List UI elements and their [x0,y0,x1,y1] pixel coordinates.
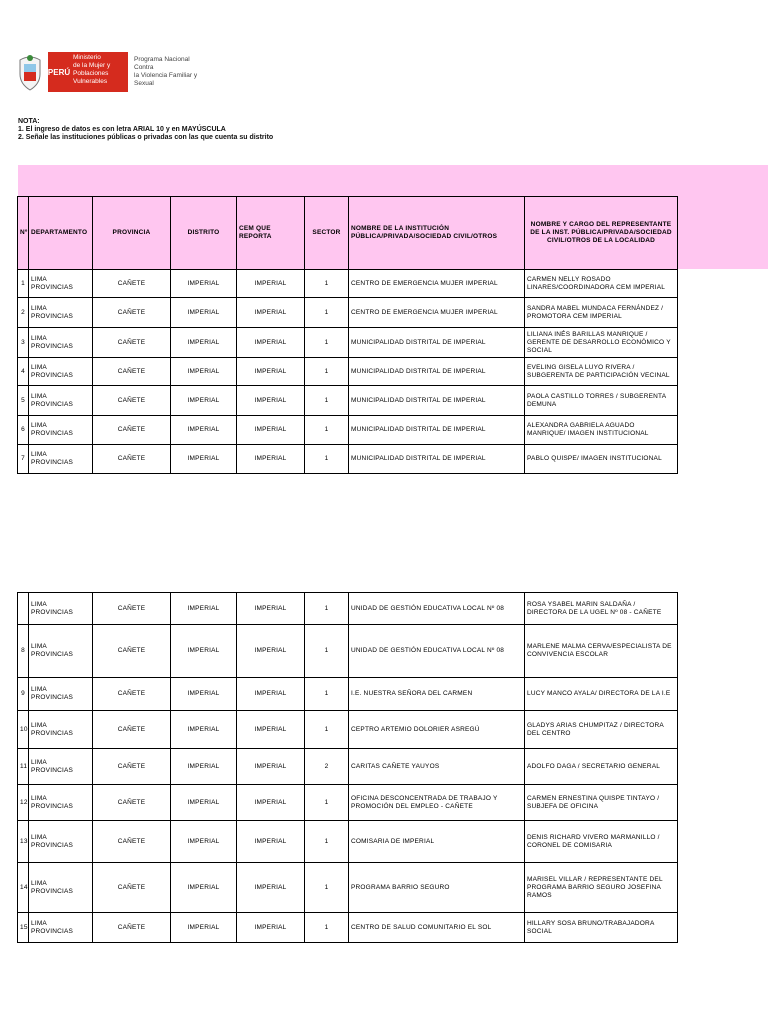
nota-block [18,118,273,142]
table-row [18,678,678,711]
sector-cell: 1 [305,711,349,749]
provincia-cell: CAÑETE [93,625,171,678]
row-number: 8 [18,625,29,678]
sector-cell: 1 [305,863,349,913]
institucion-cell: UNIDAD DE GESTIÓN EDUCATIVA LOCAL Nº 08 [349,593,525,625]
header-cell: DEPARTAMENTO [29,197,93,270]
sector-cell: 1 [305,913,349,943]
institucion-cell: PROGRAMA BARRIO SEGURO [349,863,525,913]
distrito-cell: IMPERIAL [171,270,237,298]
header-cell: NOMBRE DE LA INSTITUCIÓN PÚBLICA/PRIVADA/SOCIEDAD CIVIL/OTROS [349,197,525,270]
institucion-cell: CENTRO DE EMERGENCIA MUJER IMPERIAL [349,298,525,328]
cem-cell: IMPERIAL [237,386,305,416]
representante-cell: CARMEN NELLY ROSADO LINARES/COORDINADORA CEM IMPERIAL [525,270,678,298]
institucion-cell: OFICINA DESCONCENTRADA DE TRABAJO Y PROMOCIÓN DEL EMPLEO - CAÑETE [349,785,525,821]
representante-cell: PABLO QUISPE/ IMAGEN INSTITUCIONAL [525,445,678,474]
sector-cell: 1 [305,328,349,358]
header-cell: PROVINCIA [93,197,171,270]
coat-of-arms-icon [16,52,44,92]
cem-cell: IMPERIAL [237,328,305,358]
row-number: 2 [18,298,29,328]
departamento-cell: LIMA PROVINCIAS [29,593,93,625]
row-number: 13 [18,821,29,863]
table-row [18,328,678,358]
distrito-cell: IMPERIAL [171,711,237,749]
cem-cell: IMPERIAL [237,445,305,474]
representante-cell: DENIS RICHARD VIVERO MARMANILLO / CORONEL DE COMISARIA [525,821,678,863]
cem-cell: IMPERIAL [237,863,305,913]
table-row [18,445,678,474]
header-cell: SECTOR [305,197,349,270]
table-row [18,358,678,386]
table-row [18,711,678,749]
distrito-cell: IMPERIAL [171,445,237,474]
departamento-cell: LIMA PROVINCIAS [29,328,93,358]
provincia-cell: CAÑETE [93,298,171,328]
table-row [18,416,678,445]
ministry-logo [14,48,198,98]
provincia-cell: CAÑETE [93,445,171,474]
cem-cell: IMPERIAL [237,593,305,625]
sector-cell: 1 [305,678,349,711]
representante-cell: ROSA YSABEL MARIN SALDAÑA / DIRECTORA DE LA UGEL Nº 08 - CAÑETE [525,593,678,625]
cem-cell: IMPERIAL [237,416,305,445]
header-cell: Nº [18,197,29,270]
cem-cell: IMPERIAL [237,358,305,386]
cem-cell: IMPERIAL [237,913,305,943]
provincia-cell: CAÑETE [93,328,171,358]
cem-cell: IMPERIAL [237,270,305,298]
nota-line-2: 2. Señale las instituciones públicas o privadas con las que cuenta su distrito [18,134,274,141]
table-row [18,863,678,913]
sector-cell: 2 [305,749,349,785]
representante-cell: CARMEN ERNESTINA QUISPE TINTAYO / SUBJEFA DE OFICINA [525,785,678,821]
departamento-cell: LIMA PROVINCIAS [29,386,93,416]
representante-cell: MARISEL VILLAR / REPRESENTANTE DEL PROGRAMA BARRIO SEGURO JOSEFINA RAMOS [525,863,678,913]
distrito-cell: IMPERIAL [171,913,237,943]
header-cell: DISTRITO [171,197,237,270]
provincia-cell: CAÑETE [93,821,171,863]
cem-cell: IMPERIAL [237,749,305,785]
departamento-cell: LIMA PROVINCIAS [29,749,93,785]
institucion-cell: UNIDAD DE GESTIÓN EDUCATIVA LOCAL Nº 08 [349,625,525,678]
institucion-cell: MUNICIPALIDAD DISTRITAL DE IMPERIAL [349,386,525,416]
institucion-cell: MUNICIPALIDAD DISTRITAL DE IMPERIAL [349,416,525,445]
table-row [18,821,678,863]
departamento-cell: LIMA PROVINCIAS [29,298,93,328]
cem-cell: IMPERIAL [237,711,305,749]
institucion-cell: MUNICIPALIDAD DISTRITAL DE IMPERIAL [349,358,525,386]
institucion-cell: CENTRO DE EMERGENCIA MUJER IMPERIAL [349,270,525,298]
representante-cell: EVELING GISELA LUYO RIVERA / SUBGERENTA DE PARTICIPACIÓN VECINAL [525,358,678,386]
distrito-cell: IMPERIAL [171,328,237,358]
row-number: 4 [18,358,29,386]
table-row [18,593,678,625]
departamento-cell: LIMA PROVINCIAS [29,711,93,749]
cem-cell: IMPERIAL [237,625,305,678]
distrito-cell: IMPERIAL [171,593,237,625]
representante-cell: LUCY MANCO AYALA/ DIRECTORA DE LA I.E [525,678,678,711]
table-row [18,270,678,298]
title-band [18,165,768,197]
sector-cell: 1 [305,445,349,474]
distrito-cell: IMPERIAL [171,785,237,821]
distrito-cell: IMPERIAL [171,298,237,328]
row-number: 9 [18,678,29,711]
departamento-cell: LIMA PROVINCIAS [29,270,93,298]
distrito-cell: IMPERIAL [171,678,237,711]
institucion-cell: CENTRO DE SALUD COMUNITARIO EL SOL [349,913,525,943]
provincia-cell: CAÑETE [93,913,171,943]
ministry-name: Ministerio de la Mujer y Poblaciones Vulnerables [70,52,128,92]
representante-cell: SANDRA MABEL MUNDACA FERNÁNDEZ / PROMOTORA CEM IMPERIAL [525,298,678,328]
program-name: Programa Nacional Contra la Violencia Familiar y Sexual [134,56,198,87]
row-number: 14 [18,863,29,913]
institucion-cell: CARITAS CAÑETE YAUYOS [349,749,525,785]
table-row [18,298,678,328]
distrito-cell: IMPERIAL [171,416,237,445]
provincia-cell: CAÑETE [93,593,171,625]
departamento-cell: LIMA PROVINCIAS [29,445,93,474]
distrito-cell: IMPERIAL [171,821,237,863]
departamento-cell: LIMA PROVINCIAS [29,863,93,913]
row-number: 12 [18,785,29,821]
distrito-cell: IMPERIAL [171,863,237,913]
row-number: 7 [18,445,29,474]
institucion-cell: MUNICIPALIDAD DISTRITAL DE IMPERIAL [349,445,525,474]
table-row [18,785,678,821]
distrito-cell: IMPERIAL [171,386,237,416]
representante-cell: MARLENE MALMA CERVA/ESPECIALISTA DE CONVIVENCIA ESCOLAR [525,625,678,678]
cem-cell: IMPERIAL [237,821,305,863]
row-number: 1 [18,270,29,298]
departamento-cell: LIMA PROVINCIAS [29,358,93,386]
sector-cell: 1 [305,416,349,445]
row-number: 5 [18,386,29,416]
distrito-cell: IMPERIAL [171,625,237,678]
sector-cell: 1 [305,625,349,678]
institutions-table-1 [17,196,678,474]
sector-cell: 1 [305,785,349,821]
table-row [18,625,678,678]
institutions-table-2 [17,592,678,943]
departamento-cell: LIMA PROVINCIAS [29,678,93,711]
provincia-cell: CAÑETE [93,863,171,913]
departamento-cell: LIMA PROVINCIAS [29,821,93,863]
table-row [18,749,678,785]
departamento-cell: LIMA PROVINCIAS [29,416,93,445]
provincia-cell: CAÑETE [93,711,171,749]
sector-cell: 1 [305,298,349,328]
distrito-cell: IMPERIAL [171,358,237,386]
nota-line-1: 1. El ingreso de datos es con letra ARIAL 10 y en MAYÚSCULA [18,126,226,133]
peru-label: PERÚ [48,52,70,92]
representante-cell: ADOLFO DAGA / SECRETARIO GENERAL [525,749,678,785]
sector-cell: 1 [305,358,349,386]
provincia-cell: CAÑETE [93,416,171,445]
institucion-cell: I.E. NUESTRA SEÑORA DEL CARMEN [349,678,525,711]
departamento-cell: LIMA PROVINCIAS [29,913,93,943]
representante-cell: PAOLA CASTILLO TORRES / SUBGERENTA DEMUNA [525,386,678,416]
provincia-cell: CAÑETE [93,358,171,386]
institucion-cell: CEPTRO ARTEMIO DOLORIER ASREGÚ [349,711,525,749]
representante-cell: HILLARY SOSA BRUNO/TRABAJADORA SOCIAL [525,913,678,943]
provincia-cell: CAÑETE [93,678,171,711]
row-number: 11 [18,749,29,785]
institucion-cell: COMISARIA DE IMPERIAL [349,821,525,863]
header-cell: CEM QUE REPORTA [237,197,305,270]
representante-cell: GLADYS ARIAS CHUMPITAZ / DIRECTORA DEL CENTRO [525,711,678,749]
header-extension [664,197,768,269]
row-number: 15 [18,913,29,943]
sector-cell: 1 [305,593,349,625]
provincia-cell: CAÑETE [93,386,171,416]
cem-cell: IMPERIAL [237,785,305,821]
row-number: 3 [18,328,29,358]
representante-cell: ALEXANDRA GABRIELA AGUADO MANRIQUE/ IMAGEN INSTITUCIONAL [525,416,678,445]
header-cell: NOMBRE Y CARGO DEL REPRESENTANTE DE LA INST. PÚBLICA/PRIVADA/SOCIEDAD CIVIL/OTROS DE LA LOCALIDAD [525,197,678,270]
provincia-cell: CAÑETE [93,270,171,298]
provincia-cell: CAÑETE [93,749,171,785]
sector-cell: 1 [305,386,349,416]
row-number: 10 [18,711,29,749]
cem-cell: IMPERIAL [237,678,305,711]
departamento-cell: LIMA PROVINCIAS [29,625,93,678]
sector-cell: 1 [305,270,349,298]
sector-cell: 1 [305,821,349,863]
nota-title: NOTA: [18,118,40,125]
distrito-cell: IMPERIAL [171,749,237,785]
table-header-row [18,197,678,270]
row-number [18,593,29,625]
row-number: 6 [18,416,29,445]
provincia-cell: CAÑETE [93,785,171,821]
cem-cell: IMPERIAL [237,298,305,328]
institucion-cell: MUNICIPALIDAD DISTRITAL DE IMPERIAL [349,328,525,358]
table-row [18,386,678,416]
representante-cell: LILIANA INÉS BARILLAS MANRIQUE / GERENTE DE DESARROLLO ECONÓMICO Y SOCIAL [525,328,678,358]
table-row [18,913,678,943]
departamento-cell: LIMA PROVINCIAS [29,785,93,821]
